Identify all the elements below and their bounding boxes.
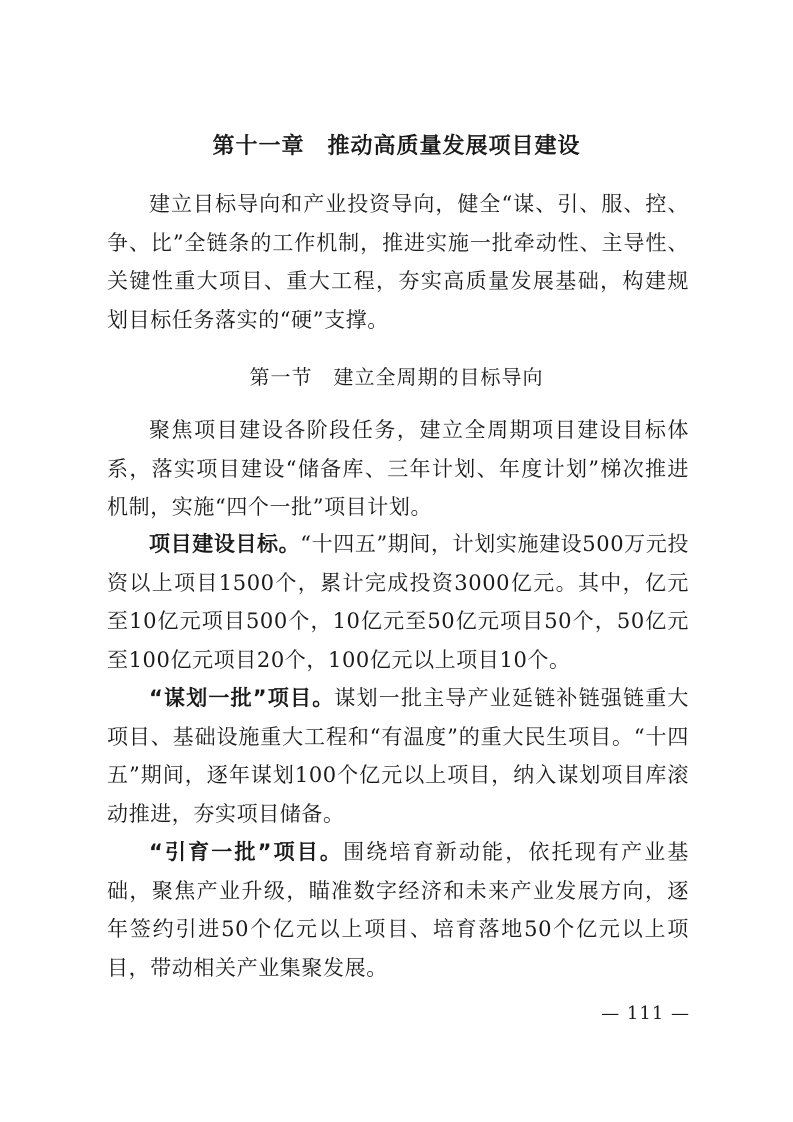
paragraph-planning-batch: [107, 679, 689, 833]
intro-text: 建立目标导向和产业投资导向，健全“谋、引、服、控、争、比”全链条的工作机制，推进实施一批牵动性、主导性、关键性重大项目、重大工程，夯实高质量发展基础，构建规划目标任务落实的“硬”支撑。: [107, 192, 689, 332]
paragraph-lead: “谋划一批”项目。: [149, 686, 335, 710]
paragraph-text: 围绕培育新动能，依托现有产业基础，聚焦产业升级，瞄准数字经济和未来产业发展方向，逐年签约引进50个亿元以上项目、培育落地50个亿元以上项目，带动相关产业集聚发展。: [107, 840, 689, 980]
chapter-title: 第十一章 推动高质量发展项目建设: [212, 134, 581, 159]
paragraph-introduction-batch: [107, 833, 689, 987]
paragraph-lead: 项目建设目标。: [149, 532, 301, 556]
section-title: 第一节 建立全周期的目标导向: [249, 365, 544, 389]
page-number: — 111 —: [601, 1003, 690, 1024]
paragraph-lead: “引育一批”项目。: [149, 840, 344, 864]
intro-paragraph: [107, 185, 689, 339]
paragraph-text: “十四五”期间，计划实施建设500万元投资以上项目1500个，累计完成投资3000亿元。其中，亿元至10亿元项目500个，10亿元至50亿元项目50个，50亿元至100亿元项目20个，100亿元以上项目10个。: [107, 532, 689, 672]
paragraph-overview: [107, 411, 689, 527]
paragraph-project-targets: [107, 525, 689, 679]
paragraph-text: 聚焦项目建设各阶段任务，建立全周期项目建设目标体系，落实项目建设“储备库、三年计划、年度计划”梯次推进机制，实施“四个一批”项目计划。: [107, 418, 689, 519]
paragraph-text: 谋划一批主导产业延链补链强链重大项目、基础设施重大工程和“有温度”的重大民生项目。“十四五”期间，逐年谋划100个亿元以上项目，纳入谋划项目库滚动推进，夯实项目储备。: [107, 686, 689, 826]
